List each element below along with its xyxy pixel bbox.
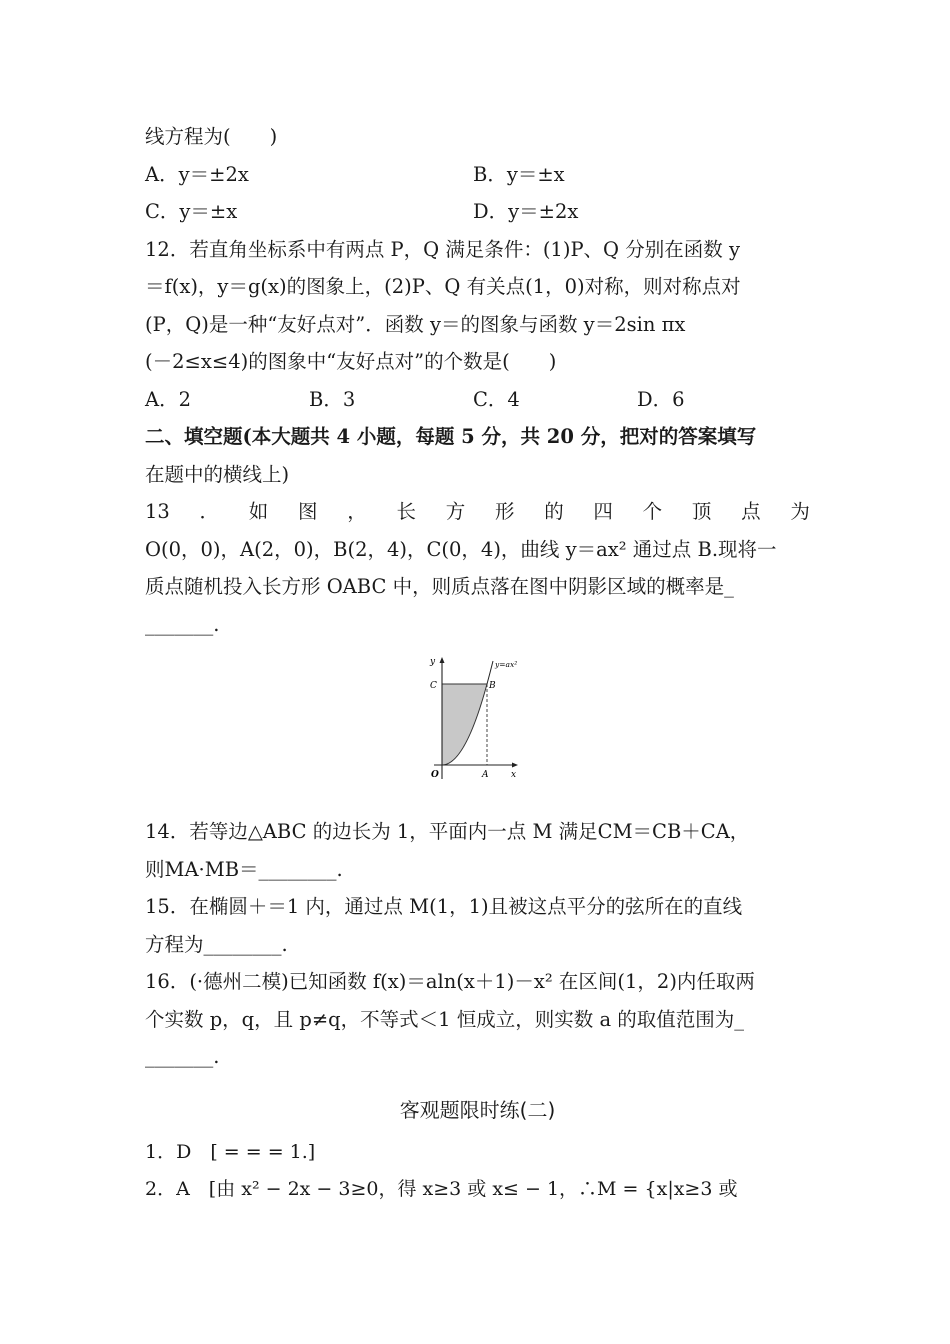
q16-line-3: _______. (145, 1045, 220, 1068)
y-axis-arrow (439, 657, 444, 663)
q14-line-2: 则MA·MB＝________. (145, 857, 343, 881)
curve-label: y=ax² (494, 660, 517, 669)
q13-token: 长 (396, 500, 416, 523)
q12-options-row (145, 381, 810, 419)
rectangle-parabola-diagram (418, 655, 538, 787)
q15-line-1: 15．在椭圆＋＝1 内，通过点 M(1，1)且被这点平分的弦所在的直线 (145, 895, 743, 918)
q12-line-2: ＝f(x)，y＝g(x)的图象上，(2)P、Q 有关点(1，0)对称，则对称点对 (145, 275, 741, 298)
document-page (145, 118, 810, 1209)
q13-token: 形 (494, 500, 515, 523)
q16-line-1: 16．(·德州二模)已知函数 f(x)＝aln(x＋1)－x² 在区间(1，2)内任取两 (145, 970, 755, 993)
answer-line-1: 1．D [ = = = 1.] (145, 1140, 316, 1163)
q13-line-3: 质点随机投入长方形 OABC 中，则质点落在图中阴影区域的概率是_ (145, 575, 734, 598)
q16-line-2: 个实数 p，q，且 p≠q，不等式＜1 恒成立，则实数 a 的取值范围为_ (145, 1007, 745, 1031)
y-axis-label: y (429, 657, 435, 667)
x-axis-label: x (510, 770, 516, 780)
q13-token: 方 (445, 500, 466, 523)
shaded-region (442, 684, 487, 765)
q11-stem-tail: 线方程为( ) (145, 125, 278, 148)
q13-token: 个 (642, 500, 663, 523)
q15-line-2: 方程为________. (145, 932, 288, 956)
q13-token: 13 (145, 500, 170, 523)
q11-options-row-1 (145, 156, 810, 194)
q13-token: 的 (544, 500, 564, 523)
point-b-label: B (488, 681, 496, 691)
q12-option-d: D．6 (637, 387, 685, 411)
q13-token: 为 (790, 500, 810, 523)
point-a-label: A (481, 770, 488, 780)
q14-line-1: 14．若等边△ABC 的边长为 1，平面内一点 M 满足CM＝CB＋CA， (145, 820, 750, 843)
q13-token: ， (347, 500, 367, 523)
q13-token: 四 (593, 500, 613, 523)
q12-line-4: (－2≤x≤4)的图象中“友好点对”的个数是( ) (145, 350, 557, 373)
point-c-label: C (429, 681, 437, 691)
q11-option-d: D．y＝±2x (473, 200, 579, 223)
q12-option-a: A．2 (145, 387, 191, 411)
q13-line-1 (145, 493, 810, 531)
answers-title: 客观题限时练(二) (399, 1097, 556, 1122)
origin-label: O (430, 770, 439, 780)
x-axis-arrow (512, 763, 518, 768)
q13-line-4: _______. (145, 612, 220, 636)
q12-option-b: B．3 (309, 387, 356, 411)
q11-option-b: B．y＝±x (473, 162, 565, 186)
section2-heading: 二、填空题(本大题共 4 小题，每题 5 分，共 20 分，把对的答案填写 (145, 425, 757, 448)
q11-option-c: C．y＝±x (145, 200, 238, 223)
q13-token: 点 (741, 500, 761, 523)
q13-token: 如 (248, 500, 269, 523)
q12-line-1: 12．若直角坐标系中有两点 P，Q 满足条件：(1)P、Q 分别在函数 y (145, 237, 740, 261)
q13-token: ． (199, 500, 220, 523)
q12-line-3: (P，Q)是一种“友好点对”．函数 y＝的图象与函数 y＝2sin πx (145, 312, 686, 336)
q13-line-2: O(0，0)，A(2，0)，B(2，4)，C(0，4)，曲线 y＝ax² 通过点 B.现将一 (145, 537, 777, 561)
q13-token: 顶 (691, 500, 712, 523)
q13-figure (145, 655, 810, 787)
q13-token: 图 (298, 500, 318, 523)
q12-option-c: C．4 (473, 387, 520, 411)
section2-heading-cont: 在题中的横线上) (145, 462, 290, 486)
q11-option-a: A．y＝±2x (145, 162, 249, 186)
answer-line-2: 2．A [由 x² − 2x − 3≥0，得 x≥3 或 x≤ − 1，∴M = {x|x≥3 或 (145, 1178, 738, 1200)
q11-options-row-2 (145, 193, 810, 231)
